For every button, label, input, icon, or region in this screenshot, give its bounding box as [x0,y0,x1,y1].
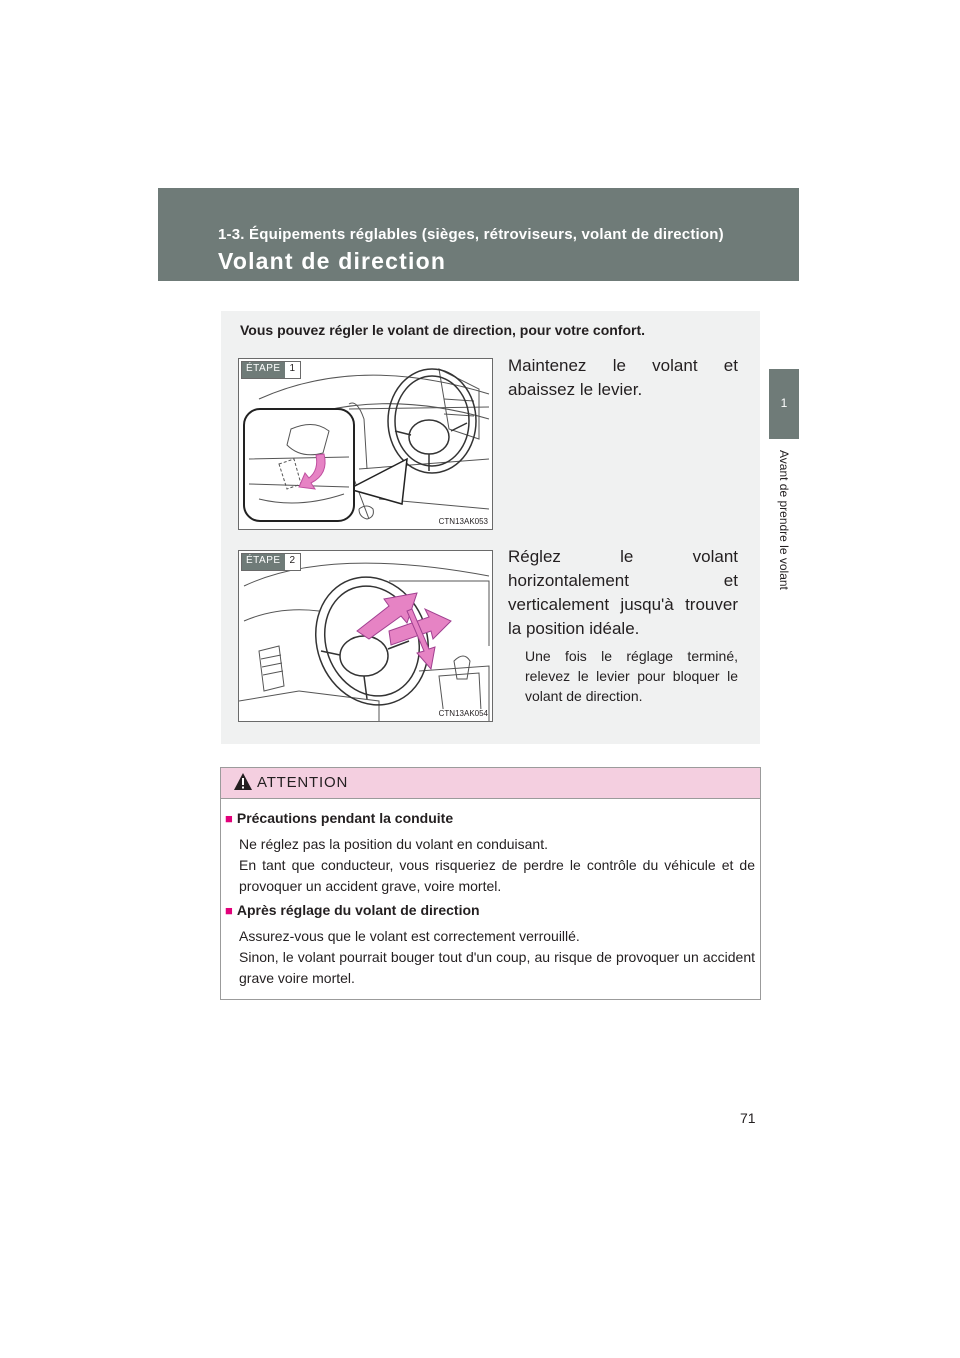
warning-triangle-icon [233,772,253,791]
step-1-text: Maintenez le volant et abaissez le levier. [508,356,738,399]
step-2-illustration [238,550,493,722]
warning-section-heading [225,902,480,918]
warning-section-body [239,926,755,989]
chapter-tab-number: 1 [780,396,788,410]
intro-text: Vous pouvez régler le volant de direction, pour votre confort. [240,322,646,338]
warning-header [221,768,760,799]
step-badge-word: ÉTAPE [242,362,285,378]
step-1-illustration [238,358,493,530]
page-number: 71 [740,1110,756,1126]
step-badge-number: 1 [289,363,296,374]
steering-lever-illustration [239,359,493,530]
warning-section-body [239,834,755,897]
step-1-badge [241,361,301,379]
step-2-badge [241,553,301,571]
step-badge-number: 2 [289,555,296,566]
warning-heading-text: Précautions pendant la conduite [236,810,454,826]
page-title: Volant de direction [218,248,447,274]
square-bullet-icon: ■ [225,811,233,826]
figure-code: CTN13AK053 [438,517,488,526]
warning-title: ATTENTION [257,774,349,791]
warning-heading-text: Après réglage du volant de direction [236,902,480,918]
section-label: 1-3. Équipements réglables (sièges, rétroviseurs, volant de direction) [218,226,724,243]
warning-line: Sinon, le volant pourrait bouger tout d'un coup, au risque de provoquer un accident grave voire mortel. [239,949,755,986]
warning-line: Assurez-vous que le volant est correctement verrouillé. [239,928,580,944]
steering-adjust-illustration [239,551,493,722]
step-badge-word: ÉTAPE [242,554,285,570]
warning-section-heading [225,810,453,826]
chapter-tab-label: Avant de prendre le volant [777,450,791,590]
warning-line: Ne réglez pas la position du volant en conduisant. [239,836,548,852]
figure-code: CTN13AK054 [438,709,488,718]
warning-line: En tant que conducteur, vous risqueriez de perdre le contrôle du véhicule et de provoquer un accident grave, voire mortel. [239,857,755,894]
square-bullet-icon: ■ [225,903,233,918]
warning-box [220,767,761,1000]
step-2-note: Une fois le réglage terminé, relevez le levier pour bloquer le volant de direction. [525,648,738,704]
step-2-text: Réglez le volant horizontalement et verticalement jusqu'à trouver la position idéale. [508,547,738,638]
